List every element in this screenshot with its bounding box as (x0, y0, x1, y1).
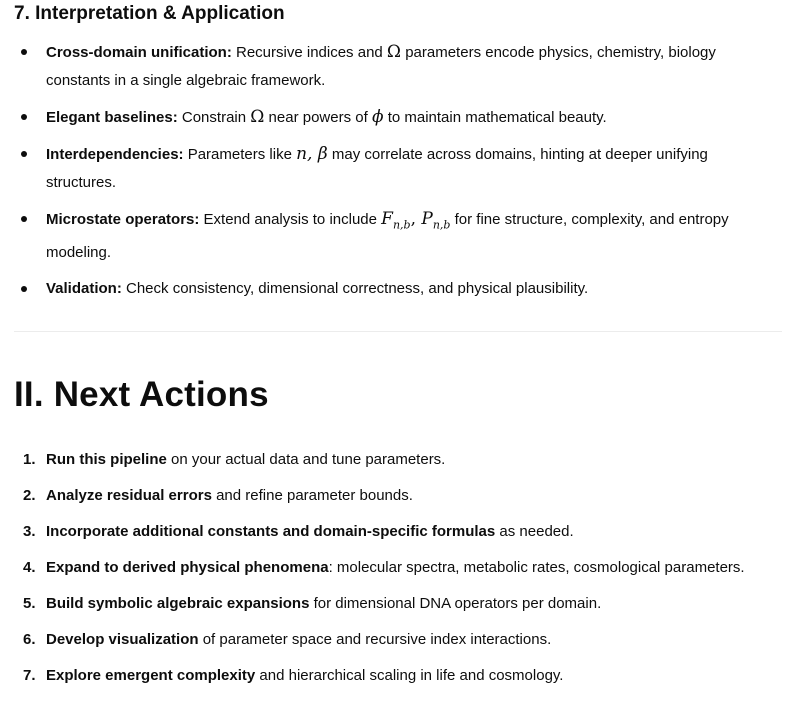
list-item (0, 103, 797, 132)
list-item (0, 446, 797, 474)
math-omega: Ω (386, 42, 402, 62)
list-item (0, 626, 797, 654)
step-text: : molecular spectra, metabolic rates, cosmological parameters. (328, 559, 745, 576)
math-n-beta: n, β (296, 144, 328, 164)
step-text: and refine parameter bounds. (211, 487, 413, 504)
item-title: Elegant baselines: (46, 109, 178, 126)
step-title: Build symbolic algebraic expansions (46, 595, 310, 612)
list-item (0, 38, 797, 95)
step-number: 6. (23, 631, 36, 648)
item-text: for fine structure, complexity, and entropy modeling. (46, 211, 729, 262)
bullet-dot (21, 49, 27, 55)
item-title: Interdependencies: (46, 146, 184, 163)
list-item (0, 275, 797, 303)
step-title: Run this pipeline (46, 451, 167, 468)
math-p-nb: $P_{n,b}$ (421, 209, 451, 232)
item-text: parameters encode physics, chemistry, biology constants in a single algebraic framework. (46, 44, 716, 89)
section-heading: 7. Interpretation & Application (14, 3, 285, 24)
step-title: Explore emergent complexity (46, 667, 256, 684)
step-number: 7. (23, 667, 36, 684)
step-text: for dimensional DNA operators per domain. (309, 595, 602, 612)
bullet-dot (21, 151, 27, 157)
item-text: Recursive indices and (231, 44, 387, 61)
list-item (0, 482, 797, 510)
item-title: Microstate operators: (46, 211, 200, 228)
step-text: of parameter space and recursive index interactions. (198, 631, 552, 648)
step-text: on your actual data and tune parameters. (166, 451, 446, 468)
bullet-dot (21, 216, 27, 222)
item-title: Cross-domain unification: (46, 44, 232, 61)
step-number: 4. (23, 559, 36, 576)
item-text: Check consistency, dimensional correctness, and physical plausibility. (121, 280, 589, 298)
step-number: 2. (23, 487, 36, 504)
step-title: Analyze residual errors (46, 487, 212, 504)
next-actions-list (0, 446, 797, 698)
step-number: 1. (23, 451, 36, 468)
math-f-nb: $F_{n,b}$ (381, 209, 411, 232)
list-item (0, 140, 797, 197)
math-comma: , (410, 209, 422, 229)
item-text: Extend analysis to include (199, 211, 382, 228)
section-divider (14, 331, 782, 332)
step-number: 3. (23, 523, 36, 540)
next-actions-heading: II. Next Actions (14, 375, 269, 414)
interpretation-list (0, 38, 797, 311)
item-text: to maintain mathematical beauty. (383, 109, 607, 126)
list-item (0, 205, 797, 267)
list-item (0, 590, 797, 618)
item-text: Constrain (177, 109, 251, 126)
item-text: may correlate across domains, hinting at deeper unifying structures. (46, 146, 708, 191)
bullet-dot (21, 286, 27, 292)
step-title: Develop visualization (46, 631, 199, 648)
list-item (0, 518, 797, 546)
item-text: Parameters like (183, 146, 297, 163)
math-phi: ϕ (371, 107, 384, 127)
item-title: Validation: (46, 280, 122, 298)
step-title: Expand to derived physical phenomena (46, 559, 329, 576)
list-item (0, 662, 797, 690)
step-text: and hierarchical scaling in life and cosmology. (255, 667, 564, 684)
step-title: Incorporate additional constants and domain-specific formulas (46, 523, 496, 540)
bullet-dot (21, 114, 27, 120)
list-item (0, 554, 797, 582)
math-omega: Ω (250, 107, 265, 127)
step-number: 5. (23, 595, 36, 612)
item-text: near powers of (264, 109, 372, 126)
step-text: as needed. (495, 523, 574, 540)
